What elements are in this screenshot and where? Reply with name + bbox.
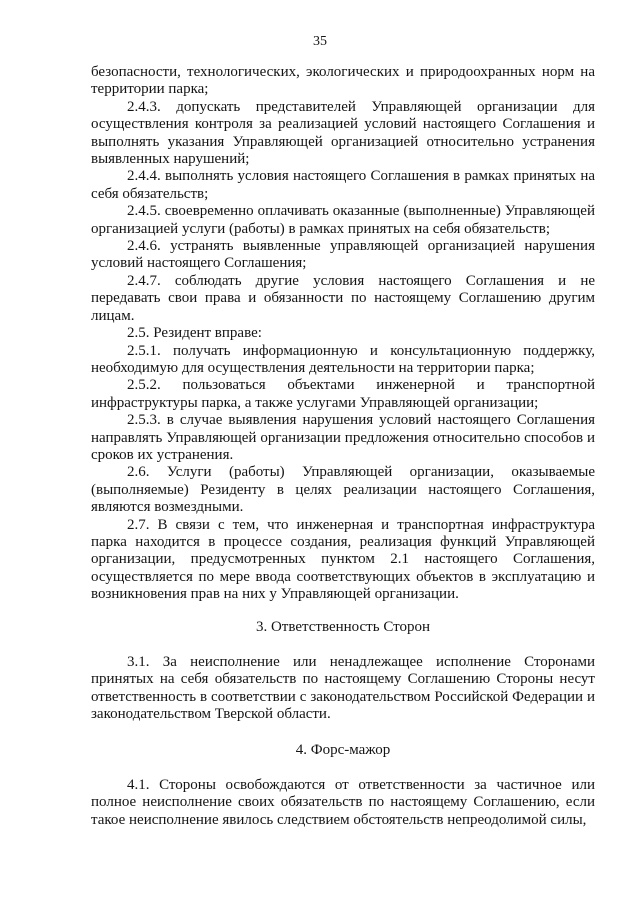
paragraph: 2.4.6. устранять выявленные управляющей организацией нарушения условий настоящего Соглашения; [91, 238, 595, 272]
paragraph: 2.6. Услуги (работы) Управляющей организации, оказываемые (выполняемые) Резиденту в целях реализации настоящего Соглашения, являются возмездными. [91, 464, 595, 516]
section-heading-force-majeure: 4. Форс-мажор [295, 741, 391, 758]
paragraph: 2.5.3. в случае выявления нарушения условий настоящего Соглашения направлять Управляющей организации предложения относительно способов и сроков их устранения. [91, 412, 595, 463]
section-heading-liability: 3. Ответственность Сторон [255, 618, 431, 635]
paragraph: 2.5.1. получать информационную и консультационную поддержку, необходимую для осуществления деятельности на территории парка; [91, 342, 595, 376]
paragraph: 2.5.2. пользоваться объектами инженерной и транспортной инфраструктуры парка, а также услугами Управляющей организации; [91, 377, 595, 411]
paragraph: 4.1. Стороны освобождаются от ответственности за частичное или полное неисполнение своих обязательств по настоящему Соглашению, если такое неисполнение явилось следствием обстоятельств непреодолимой силы, [91, 777, 595, 828]
paragraph: 2.4.5. своевременно оплачивать оказанные (выполненные) Управляющей организацией услуги (работы) в рамках принятых на себя обязательств; [91, 203, 595, 237]
paragraph: 3.1. За неисполнение или ненадлежащее исполнение Сторонами принятых на себя обязательств по настоящему Соглашению Стороны несут ответственность в соответствии с законодательством Российской Федерации и законодательством Тверской области. [91, 654, 595, 723]
paragraph: 2.4.7. соблюдать другие условия настоящего Соглашения и не передавать свои права и обязанности по настоящему Соглашению другим лицам. [91, 272, 595, 324]
paragraph: 2.5. Резидент вправе: [127, 325, 262, 342]
paragraph: 2.4.4. выполнять условия настоящего Соглашения в рамках принятых на себя обязательств; [91, 168, 595, 202]
paragraph: 2.7. В связи с тем, что инженерная и транспортная инфраструктура парка находится в процессе создания, реализация функций Управляющей организации, предусмотренных пунктом 2.1 настоящего Соглашения, осуществляется по мере ввода соответствующих объектов в эксплуатацию и возникновения прав на них у Управляющей организации. [91, 516, 595, 603]
page-number: 35 [313, 34, 327, 49]
paragraph: 2.4.3. допускать представителей Управляющей организации для осуществления контроля за реализацией условий настоящего Соглашения и выполнять указания Управляющей организацией относительно устранения выявленных нарушений; [91, 98, 595, 168]
document-body [91, 64, 595, 829]
paragraph: безопасности, технологических, экологических и природоохранных норм на территории парка; [91, 64, 595, 98]
